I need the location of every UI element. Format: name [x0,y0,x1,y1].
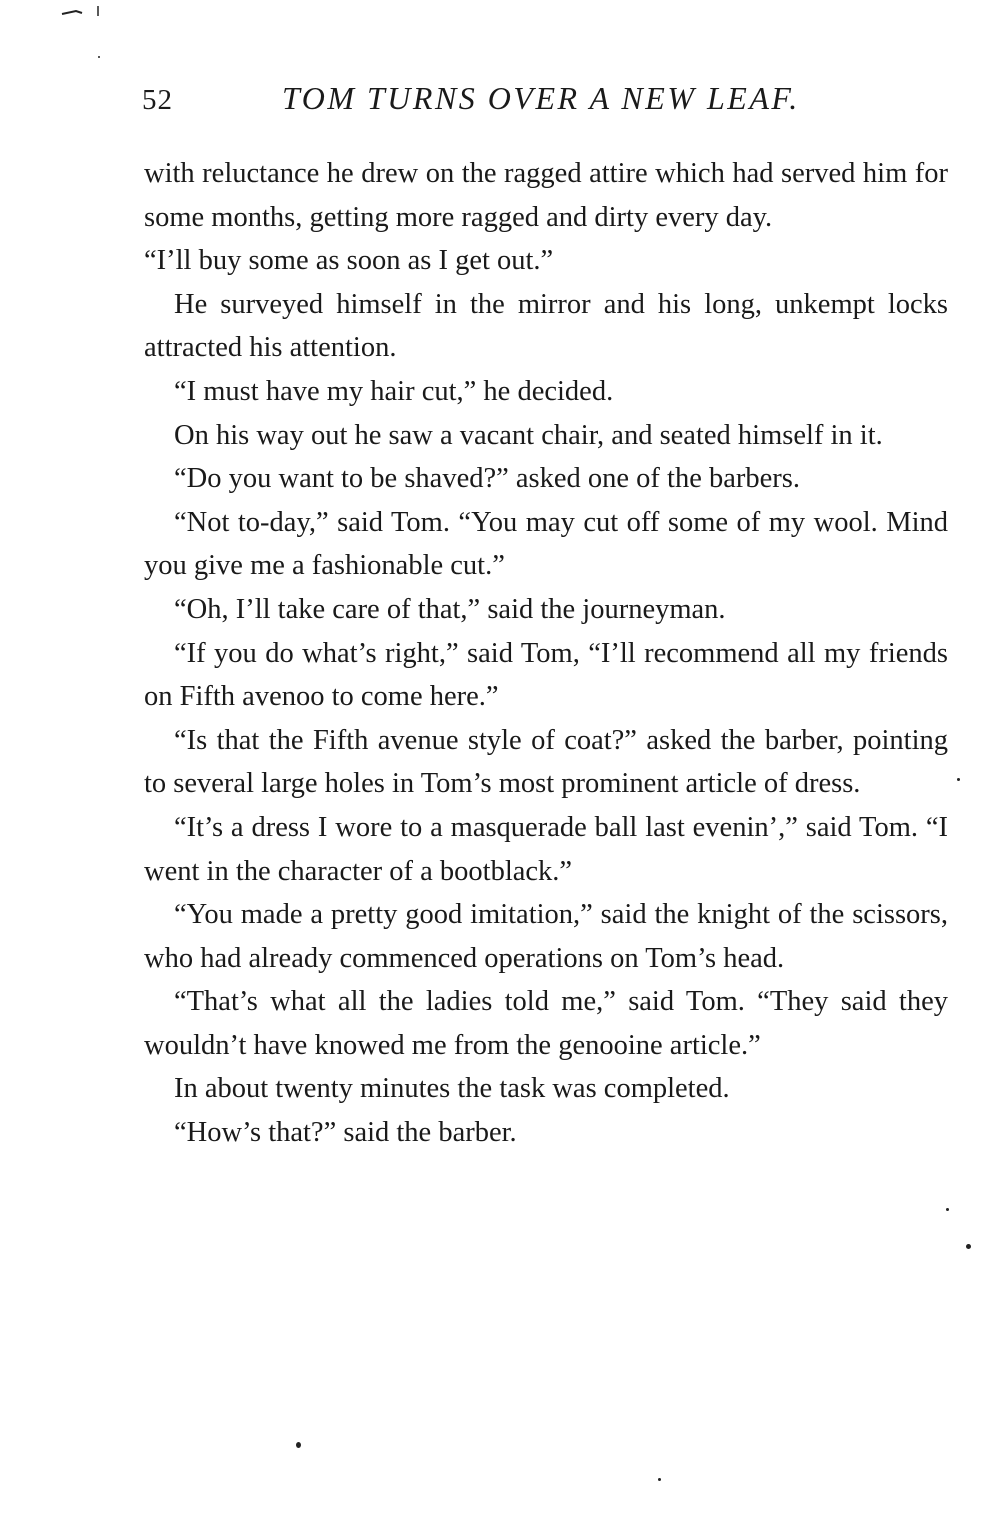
paragraph: He surveyed himself in the mirror and his long, unkempt locks attracted his attention. [144,288,948,364]
paragraph: “Do you want to be shaved?” asked one of the barbers. [174,463,800,495]
paragraph: “It’s a dress I wore to a masquerade ball last evenin’,” said Tom. “I went in the character of a bootblack.” [144,811,948,887]
scan-speck [296,1442,301,1448]
paragraph: “That’s what all the ladies told me,” said Tom. “They said they wouldn’t have knowed me from the genooine article.” [144,986,948,1061]
scan-speck [957,778,960,781]
scan-speck [98,56,100,58]
paragraph: “Is that the Fifth avenue style of coat?” asked the barber, pointing to several large holes in Tom’s most prominent article of dress. [144,724,948,800]
scan-speck [966,1244,971,1249]
paragraph: “I must have my hair cut,” he decided. [174,375,614,407]
paragraph: “Not to-day,” said Tom. “You may cut off some of my wool. Mind you give me a fashionable cut.” [144,506,948,582]
paragraph: “I’ll buy some as soon as I get out.” [144,245,554,277]
scan-speck [658,1478,661,1481]
running-title: TOM TURNS OVER A NEW LEAF. [282,80,800,116]
scan-smudge-mark [60,4,106,18]
page-header [142,80,952,124]
paragraph: “If you do what’s right,” said Tom, “I’ll recommend all my friends on Fifth avenoo to come here.” [144,637,948,713]
body-text [144,152,948,1155]
paragraph: “Oh, I’ll take care of that,” said the journeyman. [174,593,726,625]
paragraph: with reluctance he drew on the ragged attire which had served him for some months, getting more ragged and dirty every day. [144,158,948,233]
paragraph: On his way out he saw a vacant chair, and seated himself in it. [174,419,883,451]
scan-speck [946,1208,949,1211]
page-number: 52 [142,84,173,116]
paragraph: In about twenty minutes the task was completed. [174,1073,730,1105]
paragraph: “You made a pretty good imitation,” said the knight of the scissors, who had already commenced operations on Tom’s head. [144,899,948,974]
paragraph: “How’s that?” said the barber. [174,1117,517,1149]
